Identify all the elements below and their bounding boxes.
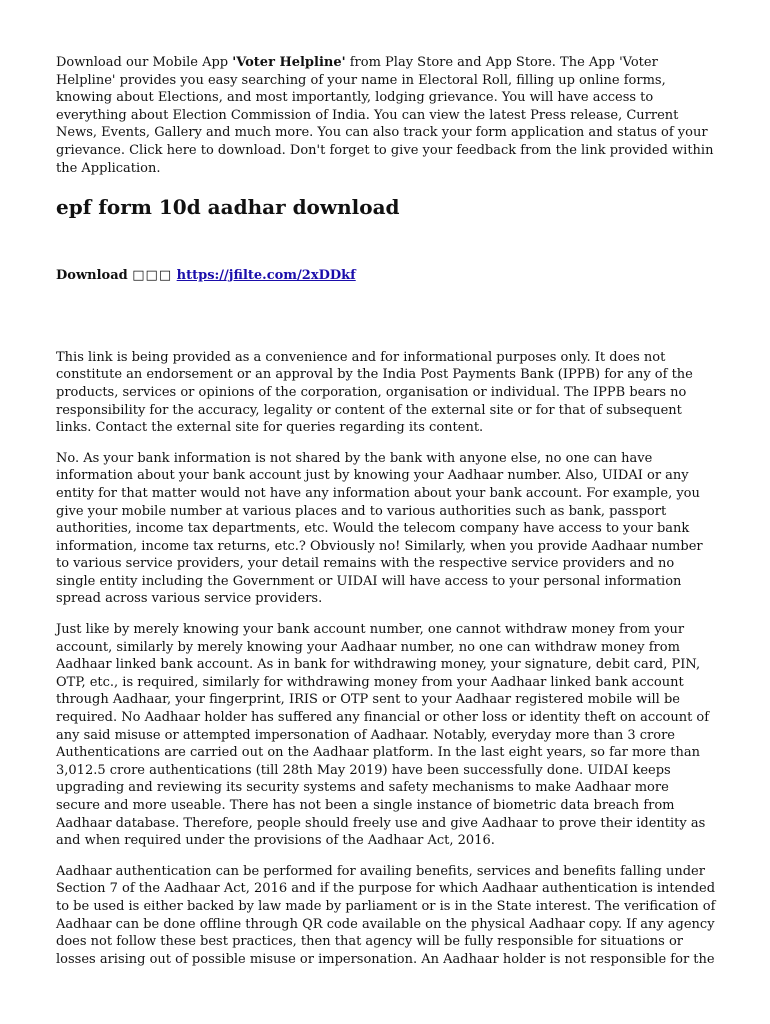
body-paragraph-2: No. As your bank information is not shared by the bank with anyone else, no one can have information about your bank account just by knowing your Aadhaar number. Also, UIDAI or any entity for that matter would not have any information about your bank account. For example, you give your mobile number at various places and to various authorities such as bank, passport authorities, income tax departments, etc. Would the telecom company have access to your bank information, income tax returns, etc.? Obviously no! Similarly, when you provide Aadhaar number to various service providers, your detail remains with the respective service providers and no single entity including the Government or UIDAI will have access to your personal information spread across various service providers. bbox=[56, 450, 703, 607]
intro-paragraph bbox=[56, 54, 716, 177]
missing-glyph-boxes: □□□ bbox=[132, 268, 173, 284]
download-line bbox=[56, 267, 716, 285]
body-paragraph-4: Aadhaar authentication can be performed for availing benefits, services and benefits falling under Section 7 of the Aadhaar Act, 2016 and if the purpose for which Aadhaar authentication is intended to be used is either backed by law made by parliament or is in the State interest. The verification of Aadhaar can be done offline through QR code available on the physical Aadhaar copy. If any agency does not follow these best practices, then that agency will be fully responsible for situations or losses arising out of possible misuse or impersonation. An Aadhaar holder is not responsible for the bbox=[56, 863, 716, 967]
intro-rest: from Play Store and App Store. The App 'Voter Helpline' provides you easy searching of your name in Electoral Roll, filling up online forms, knowing about Elections, and most importantly, lodging grievance. You will have access to everything about Election Commission of India. You can view the latest Press release, Current News, Events, Gallery and much more. You can also track your form application and status of your grievance. Click here to download. Don't forget to give your feedback from the link provided within the Application. bbox=[56, 55, 714, 176]
document-title: epf form 10d aadhar download bbox=[56, 195, 400, 220]
document-page bbox=[56, 54, 716, 981]
app-name: 'Voter Helpline' bbox=[232, 55, 346, 70]
download-link[interactable]: https://jfilte.com/2xDDkf bbox=[176, 268, 356, 284]
body-paragraph-1: This link is being provided as a convenience and for informational purposes only. It does not constitute an endorsement or an approval by the India Post Payments Bank (IPPB) for any of the products, services or opinions of the corporation, organisation or individual. The IPPB bears no responsibility for the accuracy, legality or content of the external site or for that of subsequent links. Contact the external site for queries regarding its content. bbox=[56, 349, 693, 436]
intro-prefix: Download our Mobile App bbox=[56, 55, 233, 70]
download-label: Download bbox=[56, 268, 128, 284]
body-paragraph-3: Just like by merely knowing your bank account number, one cannot withdraw money from your account, similarly by merely knowing your Aadhaar number, no one can withdraw money from Aadhaar linked bank account. As in bank for withdrawing money, your signature, debit card, PIN, OTP, etc., is required, similarly for withdrawing money from your Aadhaar linked bank account through Aadhaar, your fingerprint, IRIS or OTP sent to your Aadhaar registered mobile will be required. No Aadhaar holder has suffered any financial or other loss or identity theft on account of any said misuse or attempted impersonation of Aadhaar. Notably, everyday more than 3 crore Authentications are carried out on the Aadhaar platform. In the last eight years, so far more than 3,012.5 crore authentications (till 28th May 2019) have been successfully done. UIDAI keeps upgrading and reviewing its security systems and safety mechanisms to make Aadhaar more secure and more useable. There has not been a single instance of biometric data breach from Aadhaar database. Therefore, people should freely use and give Aadhaar to prove their identity as and when required under the provisions of the Aadhaar Act, 2016. bbox=[56, 622, 710, 849]
